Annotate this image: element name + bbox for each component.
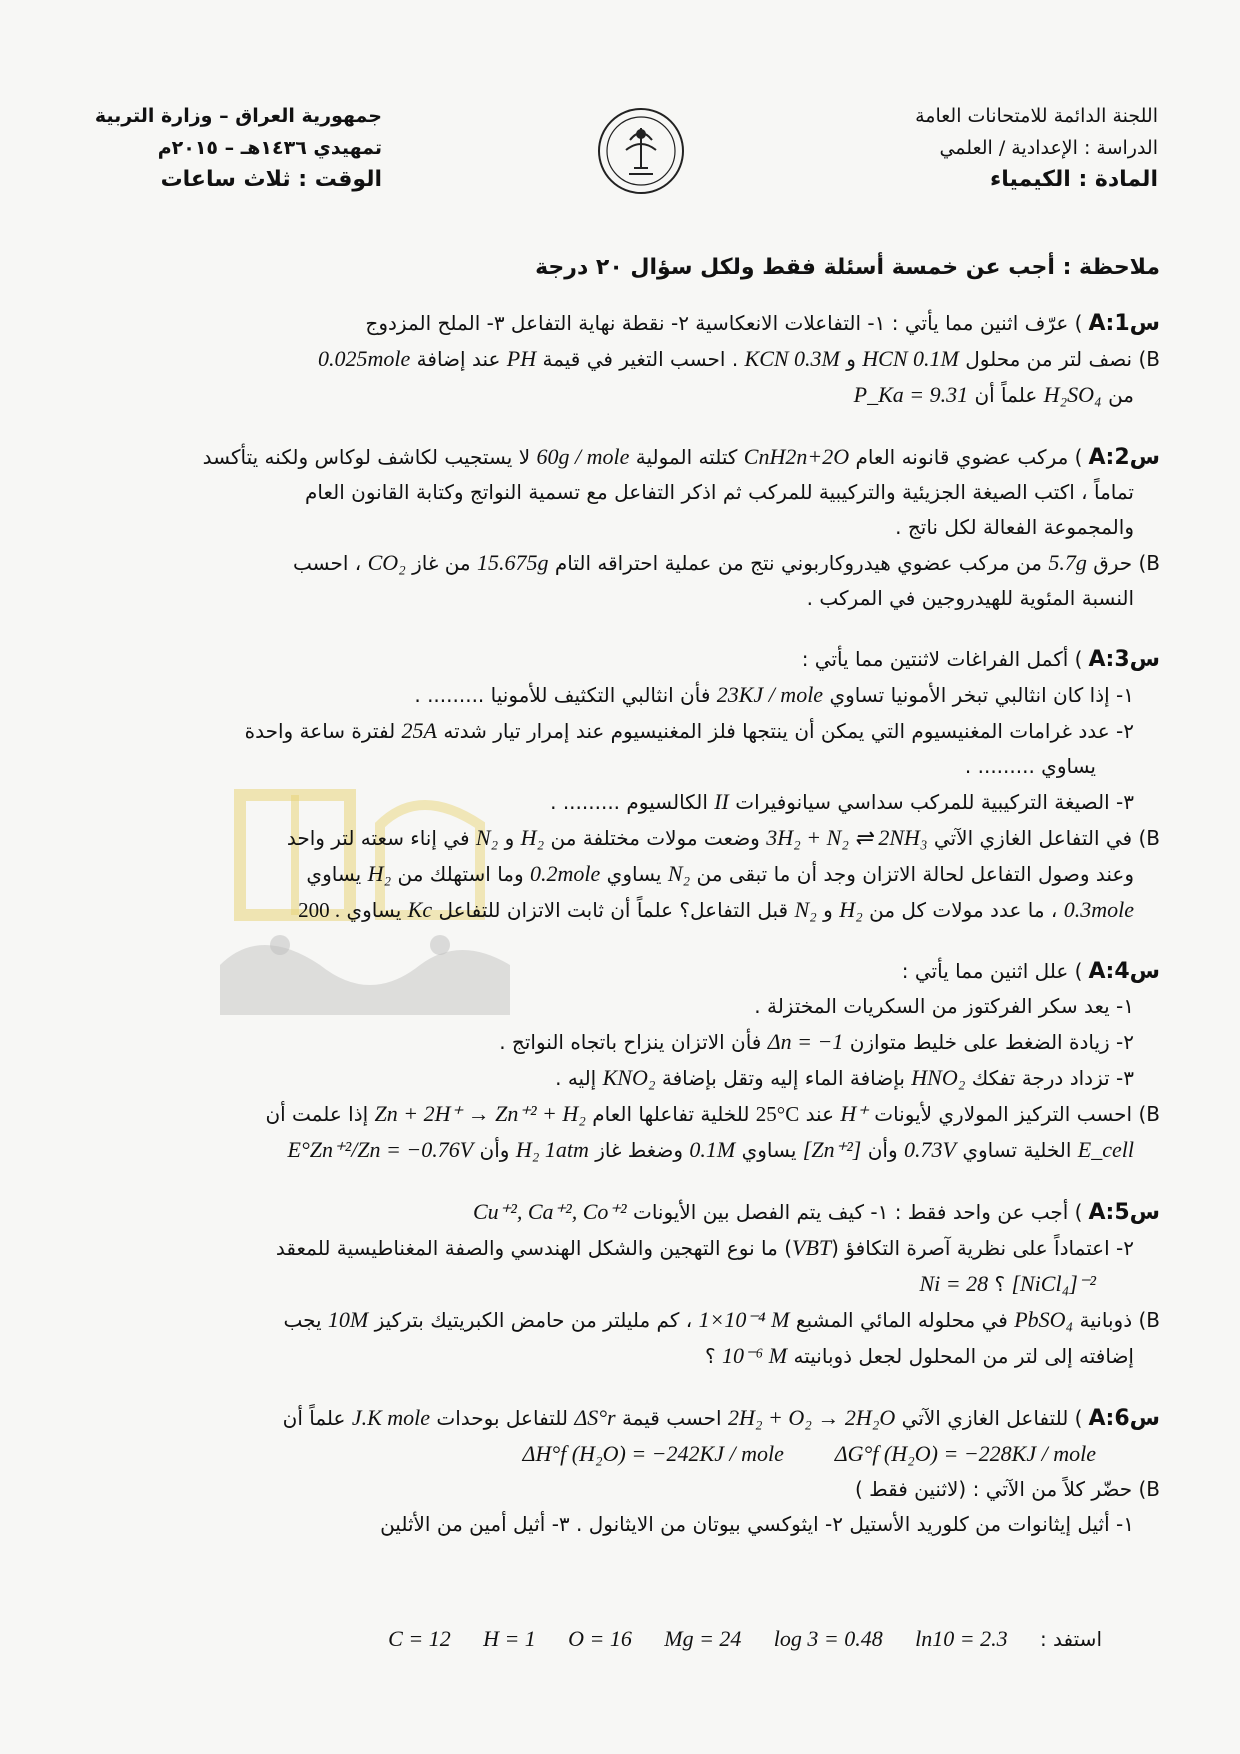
q2-label: س2:A — [1088, 445, 1160, 470]
q5-label: س5:A — [1088, 1200, 1160, 1225]
q6-a-text2: احسب قيمة — [621, 1406, 722, 1430]
q4-b2-and2: وأن — [479, 1138, 510, 1162]
q3-b3-text: ، ما عدد مولات كل من — [869, 898, 1058, 922]
q3-formula-kc: Kc — [407, 897, 433, 922]
q6-label: س6:A — [1088, 1406, 1160, 1431]
q2-part-a-line1 — [88, 439, 1160, 475]
q3-b2-equals: يساوي — [606, 862, 662, 886]
exam-content — [88, 255, 1160, 1542]
q3-part-b-line3 — [88, 892, 1160, 928]
constant-mg: Mg = 24 — [664, 1626, 742, 1651]
q1-part-a — [88, 306, 1160, 341]
constant-log3: log 3 = 0.48 — [773, 1626, 883, 1651]
question-6 — [88, 1400, 1160, 1542]
q5-b-text3: ، كم مليلتر من حامض الكبريتيك بتركيز — [374, 1308, 693, 1332]
q3-formula-n2-c: N₂ — [794, 897, 817, 922]
q4-b-text: B) احسب التركيز المولاري لأيونات — [874, 1102, 1160, 1126]
q6-a-text: ) للتفاعل الغازي الآتي — [901, 1406, 1083, 1430]
q1-b-given: علماً أن — [974, 383, 1038, 407]
q4-formula-hno2: HNO₂ — [911, 1065, 966, 1090]
q6-a-text4: علماً أن — [282, 1406, 346, 1430]
q3-formula-enthalpy: 23KJ / mole — [716, 682, 824, 707]
q3-b3-and: و — [823, 898, 833, 922]
q4-i2-text: ٢- زيادة الضغط على خليط متوازن — [849, 1030, 1134, 1054]
q1-b-text3: عند إضافة — [416, 347, 501, 371]
q4-formula-073v: 0.73V — [904, 1137, 956, 1162]
q3-item-2-cont: يساوي ......... . — [964, 754, 1096, 778]
constant-c: C = 12 — [388, 1626, 451, 1651]
q5-part-b-line2 — [88, 1338, 1160, 1374]
q4-b2-text2: وضغط غاز — [595, 1138, 684, 1162]
q5-formula-target: 10⁻⁶ M — [722, 1343, 788, 1368]
q4-b-text3: إذا علمت أن — [265, 1102, 369, 1126]
q5-formula-solubility: 1×10⁻⁴ M — [698, 1307, 790, 1332]
q5-formula-10m: 10M — [327, 1307, 369, 1332]
header-right — [915, 100, 1158, 196]
q5-part-a-line2 — [88, 1230, 1160, 1266]
exam-time: الوقت : ثلاث ساعات — [160, 167, 382, 192]
q5-formula-pbso4: PbSO₄ — [1014, 1307, 1074, 1332]
q3-formula-reaction: 3H₂ + N₂ ⇌ 2NH₃ — [766, 825, 928, 850]
q3-b-and: و — [504, 826, 515, 850]
q4-b2-equals: يساوي — [741, 1138, 797, 1162]
q1-formula-mole: 0.025mole — [318, 346, 411, 371]
q2-b-text3: من غاز — [412, 551, 471, 575]
question-4 — [88, 954, 1160, 1168]
q5-a2-text: ٢- اعتماداً على نظرية آصرة التكافؤ ( — [831, 1236, 1134, 1260]
q5-b-text: B) ذوبانية — [1079, 1308, 1160, 1332]
q6-formula-dg: ΔG°f (H₂O) = −228KJ / mole — [834, 1441, 1096, 1466]
q4-i3-text3: إليه . — [555, 1066, 597, 1090]
q4-formula-hplus: H⁺ — [840, 1101, 868, 1126]
q3-b-text2: وضعت مولات مختلفة من — [550, 826, 760, 850]
q3-item-1 — [88, 677, 1160, 713]
q5-formula-ions: Cu⁺², Ca⁺², Co⁺² — [472, 1199, 627, 1224]
q4-part-b-line2 — [88, 1132, 1160, 1168]
header-left — [92, 100, 382, 196]
q1-b-text2: . احسب التغير في قيمة — [542, 347, 739, 371]
q1-a-text: ) عرّف اثنين مما يأتي : ١- التفاعلات الانعكاسية ٢- نقطة نهاية التفاعل ٣- الملح المزدوج — [365, 311, 1083, 335]
q5-formula-complex: [NiCl₄]⁻² — [1011, 1271, 1096, 1296]
q4-formula-kno2: KNO₂ — [602, 1065, 656, 1090]
q1-b-text: B) نصف لتر من محلول — [965, 347, 1160, 371]
q5-b-text2: في محلوله المائي المشبع — [795, 1308, 1008, 1332]
q3-formula-h2: H₂ — [520, 825, 545, 850]
q4-b-text2: للخلية تفاعلها العام — [592, 1102, 750, 1126]
q4-item-3 — [88, 1060, 1160, 1096]
q3-i1-text2: فأن انثالبي التكثيف للأمونيا ......... . — [414, 683, 711, 707]
q3-part-b-line1 — [88, 820, 1160, 856]
q2-b-text4: ، احسب — [292, 551, 362, 575]
q3-part-b-line2 — [88, 856, 1160, 892]
q5-b2-text: إضافته إلى لتر من المحلول لجعل ذوبانيته — [793, 1344, 1134, 1368]
q5-a2-text2: ) ما نوع التهجين والشكل الهندسي والصفة المغناطيسية للمعقد — [275, 1236, 793, 1260]
q5-formula-vbt: VBT — [792, 1235, 832, 1260]
q2-formula-general: CnH2n+2O — [743, 444, 850, 469]
q1-b-and: و — [846, 347, 856, 371]
q3-formula-oxidation: II — [714, 789, 729, 814]
q4-formula-e-zn: E°Zn⁺²/Zn = −0.76V — [287, 1137, 474, 1162]
q4-part-a — [88, 954, 1160, 989]
q1-label: س1:A — [1088, 311, 1160, 336]
q1-formula-pka: P_Ka = 9.31 — [853, 382, 969, 407]
q5-formula-ni: Ni = 28 — [919, 1271, 989, 1296]
q4-formula-h2-atm: H₂ 1atm — [515, 1137, 589, 1162]
q4-b2-and: وأن — [867, 1138, 898, 1162]
q4-temperature: 25°C — [755, 1102, 800, 1126]
q5-a-text: ) أجب عن واحد فقط : ١- كيف يتم الفصل بين الأيونات — [632, 1200, 1083, 1224]
ministry-seal-icon — [596, 106, 686, 196]
q2-a-text: ) مركب عضوي قانونه العام — [855, 445, 1083, 469]
q3-kc-value: 200 . — [298, 898, 341, 922]
q3-part-a — [88, 642, 1160, 677]
q4-formula-dn: Δn = −1 — [767, 1029, 844, 1054]
constants-row — [388, 1626, 1102, 1652]
q3-i3-text: ٣- الصيغة التركيبية للمركب سداسي سيانوفيرات — [735, 790, 1134, 814]
q3-formula-03mole: 0.3mole — [1063, 897, 1134, 922]
exam-session: تمهيدي ١٤٣٦هـ – ٢٠١٥م — [157, 137, 382, 159]
q6-formula-reaction: 2H₂ + O₂ → 2H₂O — [727, 1405, 896, 1430]
q1-formula-hcn: HCN 0.1M — [862, 346, 959, 371]
q2-formula-mass1: 5.7g — [1048, 550, 1087, 575]
q1-part-b-line2 — [88, 377, 1160, 413]
q1-part-b-line1 — [88, 341, 1160, 377]
q4-item-2 — [88, 1024, 1160, 1060]
q4-b-at: عند — [805, 1102, 835, 1126]
question-2 — [88, 439, 1160, 616]
q3-b3-equals: يساوي — [346, 898, 402, 922]
q6-formula-ds: ΔS°r — [574, 1405, 616, 1430]
q2-formula-molar-mass: 60g / mole — [536, 444, 630, 469]
q4-part-b-line1 — [88, 1096, 1160, 1132]
committee-name: اللجنة الدائمة للامتحانات العامة — [915, 105, 1158, 127]
q2-b-text: B) حرق — [1093, 551, 1160, 575]
q6-formula-units: J.K mole — [351, 1405, 431, 1430]
q4-formula-reaction: Zn + 2H⁺ → Zn⁺² + H₂ — [374, 1101, 586, 1126]
q4-i2-text2: فأن الاتزان ينزاح باتجاه النواتج . — [499, 1030, 762, 1054]
q3-i1-text: ١- إذا كان انثالبي تبخر الأمونيا تساوي — [829, 683, 1134, 707]
constant-o: O = 16 — [568, 1626, 632, 1651]
q4-b2-text: الخلية تساوي — [962, 1138, 1072, 1162]
q3-b3-text2: قبل التفاعل؟ علماً أن ثابت الاتزان للتفاعل — [438, 898, 789, 922]
q4-i3-text: ٣- تزداد درجة تفكك — [971, 1066, 1134, 1090]
q3-item-2 — [88, 713, 1160, 749]
q4-formula-zn-conc: [Zn⁺²] — [802, 1137, 862, 1162]
q6-part-b-line2: ١- أثيل إيثانوات من كلوريد الأستيل ٢- ايثوكسي بيوتان من الايثانول . ٣- أثيل أمين من الأثلين — [380, 1512, 1134, 1536]
q3-item-3 — [88, 784, 1160, 820]
q5-part-a-line1 — [88, 1194, 1160, 1230]
q4-i3-text2: بإضافة الماء إليه وتقل بإضافة — [661, 1066, 905, 1090]
constants-label: استفد : — [1039, 1627, 1102, 1651]
q5-part-b-line1 — [88, 1302, 1160, 1338]
q3-formula-h2-b: H₂ — [367, 861, 392, 886]
question-3 — [88, 642, 1160, 928]
q3-formula-n2: N₂ — [475, 825, 499, 850]
subject-name: المادة : الكيمياء — [989, 167, 1158, 192]
q2-a-text3: لا يستجيب لكاشف لوكاس ولكنه يتأكسد — [202, 445, 531, 469]
q4-label: س4:A — [1088, 959, 1160, 984]
constant-ln10: ln10 = 2.3 — [915, 1626, 1008, 1651]
exam-note: ملاحظة : أجب عن خمسة أسئلة فقط ولكل سؤال ٢٠ درجة — [535, 255, 1160, 280]
q5-b-text4: يجب — [283, 1308, 322, 1332]
q1-b-from: من — [1108, 383, 1134, 407]
q3-label: س3:A — [1088, 647, 1160, 672]
q5-a3-qmark: ؟ — [994, 1272, 1006, 1296]
q3-b-text3: في إناء سعته لتر واحد — [286, 826, 470, 850]
q2-a-text2: كتلته المولية — [635, 445, 738, 469]
q2-formula-mass2: 15.675g — [477, 550, 549, 575]
q6-part-a-line2 — [88, 1436, 1160, 1472]
q3-formula-n2-b: N₂ — [667, 861, 691, 886]
q4-item-1: ١- يعد سكر الفركتوز من السكريات المختزلة . — [754, 994, 1134, 1018]
country-ministry: جمهورية العراق – وزارة التربية — [94, 105, 382, 127]
q6-formula-dh: ΔH°f (H₂O) = −242KJ / mole — [522, 1441, 784, 1466]
q3-i3-text2: الكالسيوم ......... . — [550, 790, 708, 814]
q4-formula-01m: 0.1M — [689, 1137, 736, 1162]
q2-part-b-line1 — [88, 545, 1160, 581]
q3-formula-h2-c: H₂ — [839, 897, 863, 922]
q3-a-text: ) أكمل الفراغات لاثنتين مما يأتي : — [801, 647, 1083, 671]
q3-b2-text: وعند وصول التفاعل لحالة الاتزان وجد أن ما تبقى من — [696, 862, 1134, 886]
q2-part-a-line3: والمجموعة الفعالة لكل ناتج . — [895, 515, 1134, 539]
q3-i2-text2: لفترة ساعة واحدة — [244, 719, 396, 743]
q6-part-b-line1: B) حضّر كلاً من الآتي : (لاثنين فقط ) — [854, 1477, 1160, 1501]
q1-formula-kcn: KCN 0.3M — [744, 346, 840, 371]
q4-formula-ecell: E_cell — [1077, 1137, 1134, 1162]
q3-b2-equals2: يساوي — [306, 862, 362, 886]
q3-formula-current: 25A — [401, 718, 437, 743]
question-5 — [88, 1194, 1160, 1374]
q5-part-a-line3 — [88, 1266, 1160, 1302]
q2-b-text2: من مركب عضوي هيدروكاربوني نتج من عملية احتراقه التام — [554, 551, 1042, 575]
q1-formula-ph: PH — [506, 346, 537, 371]
q6-a-text3: للتفاعل بوحدات — [436, 1406, 568, 1430]
q3-formula-02mole: 0.2mole — [530, 861, 601, 886]
q3-i2-text: ٢- عدد غرامات المغنيسيوم التي يمكن أن ينتجها فلز المغنيسيوم عند إمرار تيار شدته — [443, 719, 1134, 743]
q3-b-text: B) في التفاعل الغازي الآتي — [933, 826, 1160, 850]
q2-formula-co2: CO₂ — [367, 550, 406, 575]
q4-a-text: ) علل اثنين مما يأتي : — [901, 959, 1083, 983]
q3-b2-text2: وما استهلك من — [397, 862, 524, 886]
q2-part-b-line2: النسبة المئوية للهيدروجين في المركب . — [806, 586, 1134, 610]
constant-h: H = 1 — [483, 1626, 536, 1651]
q6-part-a-line1 — [88, 1400, 1160, 1436]
q1-formula-h2so4: H₂SO₄ — [1043, 382, 1102, 407]
q2-part-a-line2: تماماً ، اكتب الصيغة الجزيئية والتركيبية للمركب ثم اذكر التفاعل مع تسمية النواتج وكتابة القانون العام — [305, 480, 1134, 504]
question-1 — [88, 306, 1160, 413]
q5-b2-qmark: ؟ — [705, 1344, 716, 1368]
study-branch: الدراسة : الإعدادية / العلمي — [939, 137, 1158, 159]
